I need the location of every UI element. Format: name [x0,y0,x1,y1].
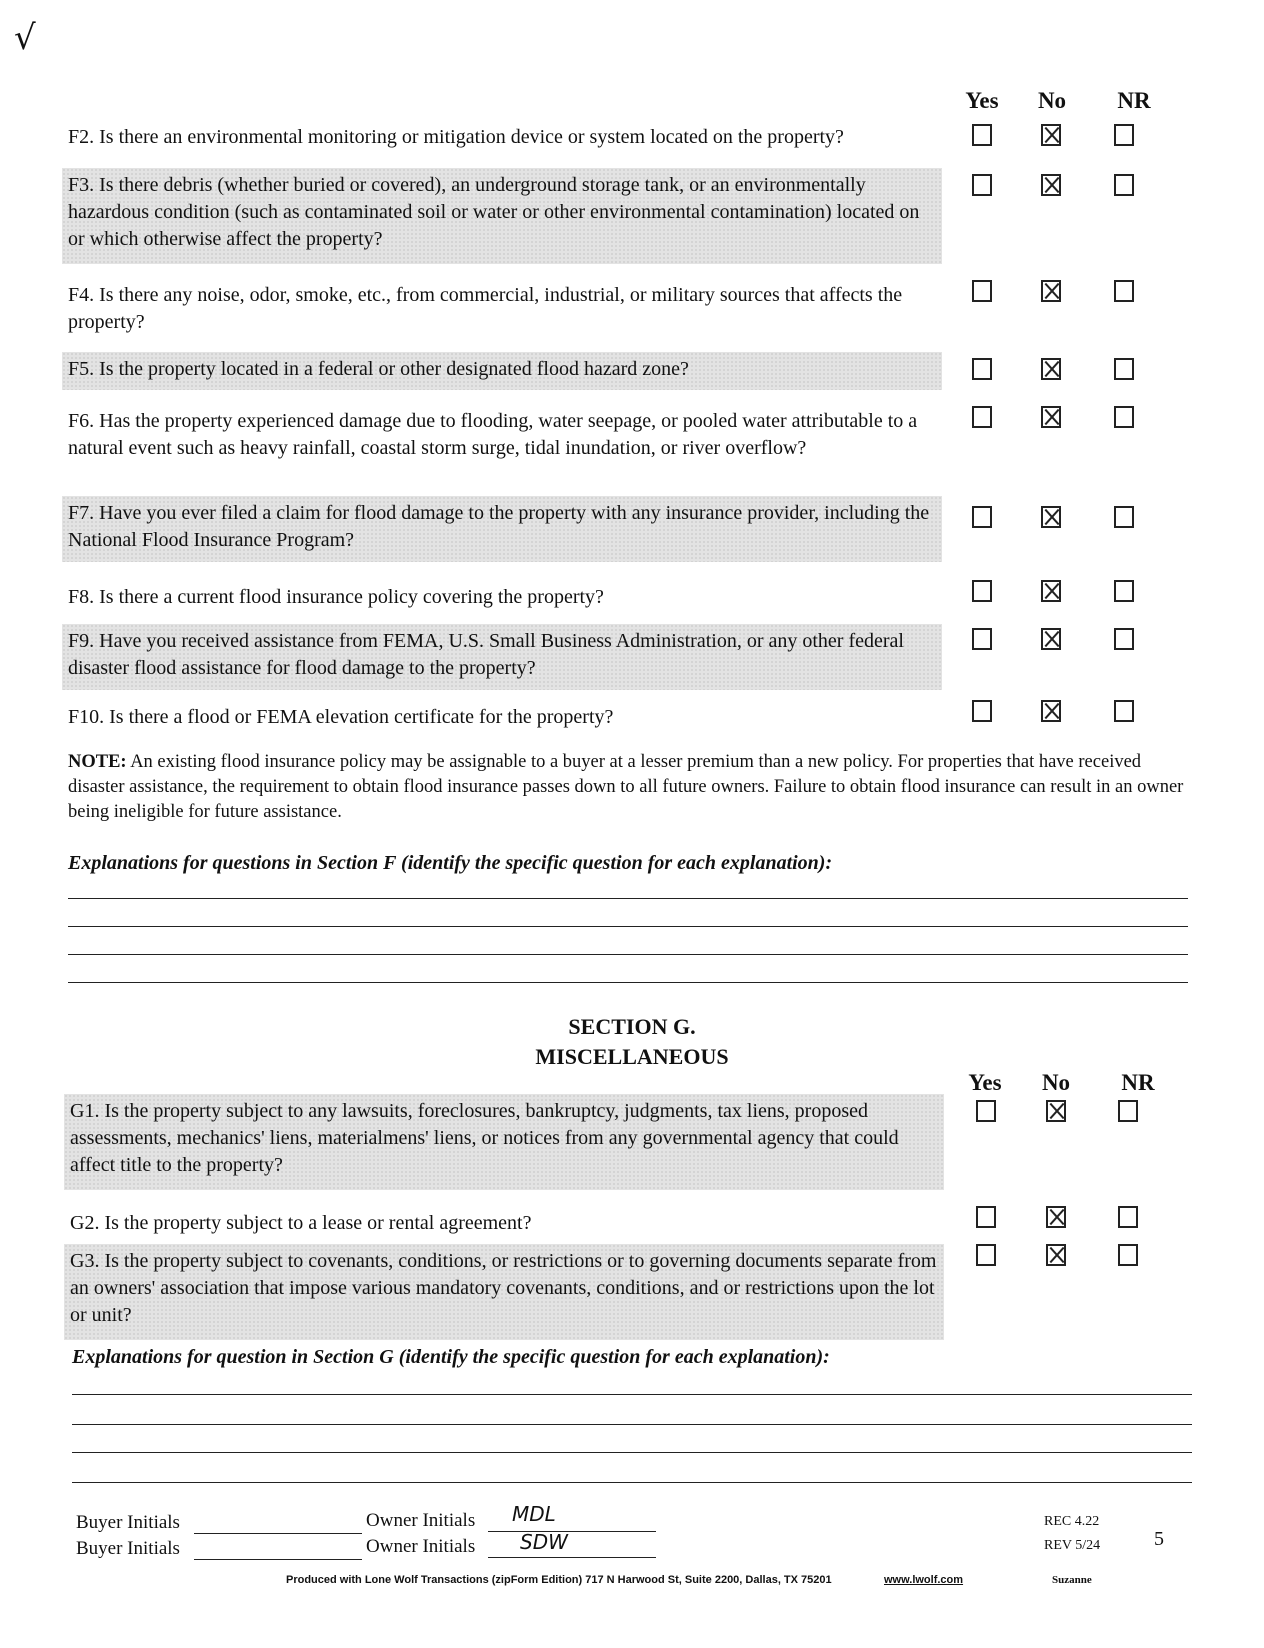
buyer-initials-field-1[interactable] [194,1533,362,1534]
question-f4: F4. Is there any noise, odor, smoke, etc., from commercial, industrial, or military sources that affects the property? [68,284,903,333]
question-f2: F2. Is there an environmental monitoring or mitigation device or system located on the property? [68,126,844,148]
question-f7: F7. Have you ever filed a claim for flood damage to the property with any insurance provider, including the National Flood Insurance Program? [62,496,942,562]
section-f-explanation-line-2[interactable] [68,926,1188,927]
form-revision: REV 5/24 [1044,1538,1101,1553]
buyer-initials-label-1: Buyer Initials [76,1512,180,1533]
f5-yes-checkbox[interactable] [972,358,992,380]
f9-yes-checkbox[interactable] [972,628,992,650]
f6-nr-checkbox[interactable] [1114,406,1134,428]
g1-nr-checkbox[interactable] [1118,1100,1138,1122]
f6-no-checkbox[interactable] [1041,406,1061,428]
section-g-explanations-label: Explanations for question in Section G (identify the specific question for each explanation): [72,1346,830,1368]
g1-no-checkbox[interactable] [1046,1100,1066,1122]
g-column-header-nr: NR [1121,1070,1155,1095]
f10-nr-checkbox[interactable] [1114,700,1134,722]
column-header-yes: Yes [965,88,999,113]
owner-initials-field-1[interactable] [488,1531,656,1532]
question-f8: F8. Is there a current flood insurance policy covering the property? [68,586,604,608]
f9-nr-checkbox[interactable] [1114,628,1134,650]
owner-initials-signature-1: MDL [512,1502,556,1526]
column-header-no: No [1037,88,1067,113]
question-f9: F9. Have you received assistance from FEMA, U.S. Small Business Administration, or any other federal disaster flood assistance for flood damage to the property? [62,624,942,690]
g2-nr-checkbox[interactable] [1118,1206,1138,1228]
f2-nr-checkbox[interactable] [1114,124,1134,146]
g3-nr-checkbox[interactable] [1118,1244,1138,1266]
owner-initials-label-1: Owner Initials [366,1510,476,1531]
section-f-explanations-label: Explanations for questions in Section F (identify the specific question for each explanation): [68,852,833,874]
f8-no-checkbox[interactable] [1041,580,1061,602]
f7-no-checkbox[interactable] [1041,506,1061,528]
f10-no-checkbox[interactable] [1041,700,1061,722]
g2-no-checkbox[interactable] [1046,1206,1066,1228]
f4-nr-checkbox[interactable] [1114,280,1134,302]
f6-yes-checkbox[interactable] [972,406,992,428]
f4-no-checkbox[interactable] [1041,280,1061,302]
question-g3: G3. Is the property subject to covenants, conditions, or restrictions or to governing documents separate from an owners' association that impose various mandatory covenants, conditions, and or restrictions upon the lot or unit? [64,1244,944,1340]
f3-nr-checkbox[interactable] [1114,174,1134,196]
owner-initials-label-2: Owner Initials [366,1536,476,1557]
question-f10: F10. Is there a flood or FEMA elevation certificate for the property? [68,706,614,728]
corner-check-mark: √ [14,18,36,58]
question-f5: F5. Is the property located in a federal or other designated flood hazard zone? [62,352,942,390]
section-g-explanation-line-4[interactable] [72,1482,1192,1483]
produced-with-text: Produced with Lone Wolf Transactions (zipForm Edition) 717 N Harwood St, Suite 2200, Dallas, TX 75201 [286,1574,832,1586]
section-f-explanation-line-4[interactable] [68,982,1188,983]
section-g-explanation-line-3[interactable] [72,1452,1192,1453]
client-name: Suzanne [1052,1574,1092,1586]
owner-initials-signature-2: SDW [520,1530,568,1554]
page-number: 5 [1154,1528,1164,1550]
section-g-title: SECTION G. [568,1014,696,1039]
f9-no-checkbox[interactable] [1041,628,1061,650]
section-g-subtitle: MISCELLANEOUS [535,1044,729,1069]
website-link[interactable]: www.lwolf.com [884,1574,964,1586]
column-header-nr: NR [1117,88,1151,113]
f3-yes-checkbox[interactable] [972,174,992,196]
section-g-explanation-line-2[interactable] [72,1424,1192,1425]
note-label: NOTE: [68,752,127,772]
buyer-initials-label-2: Buyer Initials [76,1538,180,1559]
section-f-explanation-line-1[interactable] [68,898,1188,899]
f4-yes-checkbox[interactable] [972,280,992,302]
g-column-header-no: No [1041,1070,1071,1095]
g1-yes-checkbox[interactable] [976,1100,996,1122]
f2-no-checkbox[interactable] [1041,124,1061,146]
f2-yes-checkbox[interactable] [972,124,992,146]
f8-yes-checkbox[interactable] [972,580,992,602]
flood-insurance-note [68,750,1198,825]
f7-nr-checkbox[interactable] [1114,506,1134,528]
section-g-explanation-line-1[interactable] [72,1394,1192,1395]
f10-yes-checkbox[interactable] [972,700,992,722]
f5-nr-checkbox[interactable] [1114,358,1134,380]
f5-no-checkbox[interactable] [1041,358,1061,380]
form-code: REC 4.22 [1044,1514,1100,1529]
g2-yes-checkbox[interactable] [976,1206,996,1228]
owner-initials-field-2[interactable] [488,1557,656,1558]
f7-yes-checkbox[interactable] [972,506,992,528]
g3-no-checkbox[interactable] [1046,1244,1066,1266]
f8-nr-checkbox[interactable] [1114,580,1134,602]
buyer-initials-field-2[interactable] [194,1559,362,1560]
question-f6: F6. Has the property experienced damage due to flooding, water seepage, or pooled water attributable to a natural event such as heavy rainfall, coastal storm surge, tidal inundation, or river overflow? [68,410,918,459]
question-f3: F3. Is there debris (whether buried or covered), an underground storage tank, or an environmentally hazardous condition (such as contaminated soil or water or other environmental contamination) located on or which otherwise affect the property? [62,168,942,264]
note-text: An existing flood insurance policy may be assignable to a buyer at a lesser premium than a new policy. For properties that have received disaster assistance, the requirement to obtain flood insurance passes down to all future owners. Failure to obtain flood insurance can result in an owner being ineligible for future assistance. [68,752,1184,822]
g3-yes-checkbox[interactable] [976,1244,996,1266]
f3-no-checkbox[interactable] [1041,174,1061,196]
section-f-explanation-line-3[interactable] [68,954,1188,955]
question-g2: G2. Is the property subject to a lease or rental agreement? [70,1212,532,1234]
question-g1: G1. Is the property subject to any lawsuits, foreclosures, bankruptcy, judgments, tax liens, proposed assessments, mechanics' liens, materialmens' liens, or notices from any governmental agency that could affect title to the property? [64,1094,944,1190]
g-column-header-yes: Yes [968,1070,1002,1095]
